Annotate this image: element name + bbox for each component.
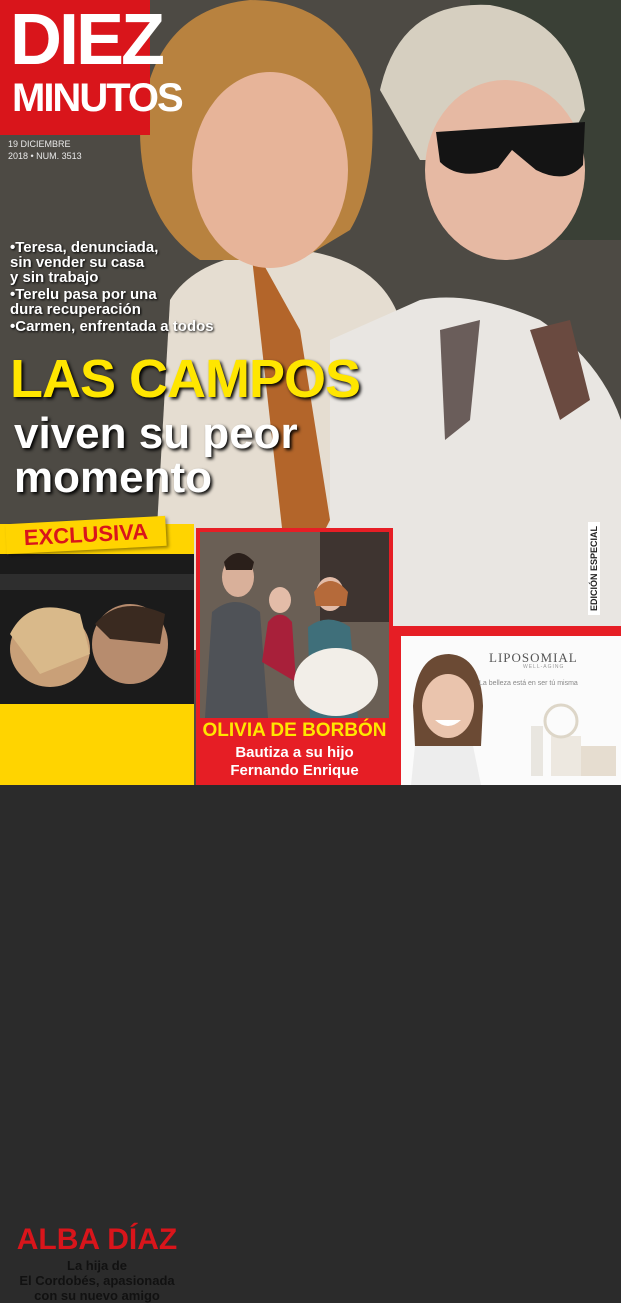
story-left-photo (0, 554, 194, 704)
issue-info (8, 138, 82, 162)
advert-panel (393, 626, 621, 785)
advert-card (401, 636, 621, 785)
masthead-logo (0, 0, 182, 135)
story-middle-photo (200, 532, 389, 718)
issue-date: 19 DICIEMBRE (8, 139, 71, 149)
story-middle-panel (196, 528, 393, 785)
story-left-panel (0, 524, 194, 1303)
story-middle-subtitle: Bautiza a su hijo Fernando Enrique (230, 744, 359, 779)
advert-tagline: La belleza está en ser tú misma (479, 680, 578, 687)
story-left-subtitle: La hija de El Cordobés, apasionada con su nuevo amigo (19, 1258, 175, 1303)
cover-subheadline: viven su peor momento (14, 409, 298, 502)
bullet-1: •Teresa, denunciada, sin vender su casa y sin trabajo (10, 239, 159, 286)
woman-left-face (192, 72, 348, 268)
issue-number: 2018 • NUM. 3513 (8, 151, 82, 161)
edition-label-text: EDICIÓN ESPECIAL (588, 522, 600, 615)
story-left-title: ALBA DÍAZ (16, 1223, 178, 1256)
masthead-line2: MINUTOS (12, 76, 182, 120)
advert-brand-sub: WELL-AGING (523, 664, 565, 670)
bullet-2: •Terelu pasa por una dura recuperación (10, 286, 157, 318)
story-middle-title: OLIVIA DE BORBÓN (202, 720, 387, 741)
advert-brand: LIPOSOMIAL (489, 650, 578, 665)
cover-bullets (10, 240, 240, 336)
edition-label (588, 515, 608, 615)
bullet-3: •Carmen, enfrentada a todos (10, 318, 214, 335)
masthead-line1: DIEZ (10, 0, 163, 80)
cover-headline: LAS CAMPOS (10, 349, 361, 409)
exclusive-badge-text: EXCLUSIVA (23, 518, 149, 551)
